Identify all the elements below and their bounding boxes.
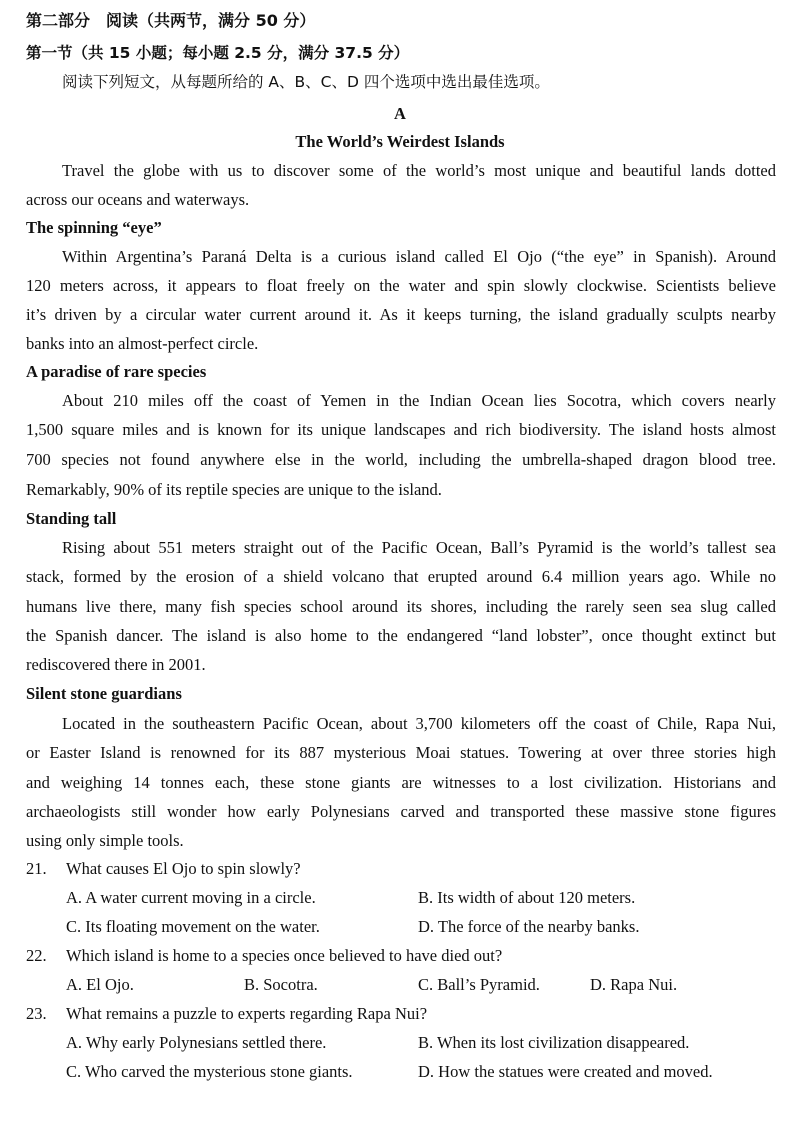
paragraph-line: it’s driven by a circular water current around it. As it keeps turning, the island gradually sculpts nearby <box>26 305 776 324</box>
option-d: D. Rapa Nui. <box>590 975 678 994</box>
paragraph-line: across our oceans and waterways. <box>26 190 250 209</box>
paragraph-line: archaeologists still wonder how early Polynesians carved and transported these massive stone figures <box>26 802 776 821</box>
paragraph-line: banks into an almost-perfect circle. <box>26 334 259 353</box>
section-heading: Standing tall <box>26 509 117 528</box>
section-title: 第一节（共 15 小题；每小题 2.5 分，满分 37.5 分） <box>26 44 410 62</box>
instruction: 阅读下列短文，从每题所给的 A、B、C、D 四个选项中选出最佳选项。 <box>62 73 550 91</box>
option-b: B. Its width of about 120 meters. <box>418 888 636 907</box>
paragraph-line: Travel the globe with us to discover some of the world’s most unique and beautiful lands dotted <box>62 161 776 180</box>
option-d: D. The force of the nearby banks. <box>418 917 640 936</box>
question-number: 21. <box>26 859 47 878</box>
paragraph-line: Rising about 551 meters straight out of the Pacific Ocean, Ball’s Pyramid is the world’s tallest sea <box>62 538 776 557</box>
passage-title: The World’s Weirdest Islands <box>295 132 505 151</box>
paragraph-line: About 210 miles off the coast of Yemen in the Indian Ocean lies Socotra, which covers nearly <box>62 391 776 410</box>
part-title: 第二部分 阅读（共两节，满分 50 分） <box>26 11 316 30</box>
section-heading: The spinning “eye” <box>26 218 162 237</box>
question-text: What causes El Ojo to spin slowly? <box>66 859 301 878</box>
section-heading: A paradise of rare species <box>26 362 207 381</box>
question-text: What remains a puzzle to experts regarding Rapa Nui? <box>66 1004 428 1023</box>
option-c: C. Its floating movement on the water. <box>66 917 320 936</box>
section-heading: Silent stone guardians <box>26 684 182 703</box>
option-a: A. El Ojo. <box>66 975 134 994</box>
paragraph-line: rediscovered there in 2001. <box>26 655 206 674</box>
passage-letter: A <box>394 104 406 123</box>
question-number: 22. <box>26 946 47 965</box>
paragraph-line: Located in the southeastern Pacific Ocean, about 3,700 kilometers off the coast of Chile, Rapa Nui, <box>62 714 776 733</box>
paragraph-line: using only simple tools. <box>26 831 184 850</box>
paragraph-line: 700 species not found anywhere else in the world, including the umbrella-shaped dragon blood tree. <box>26 450 776 469</box>
paragraph-line: Within Argentina’s Paraná Delta is a curious island called El Ojo (“the eye” in Spanish). Around <box>62 247 776 266</box>
option-b: B. When its lost civilization disappeared. <box>418 1033 690 1052</box>
question-text: Which island is home to a species once believed to have died out? <box>66 946 503 965</box>
option-d: D. How the statues were created and moved. <box>418 1062 713 1081</box>
paragraph-line: 1,500 square miles and is known for its unique landscapes and rich biodiversity. The island hosts almost <box>26 420 776 439</box>
paragraph-line: stack, formed by the erosion of a shield volcano that erupted around 6.4 million years ago. While no <box>26 567 776 586</box>
option-b: B. Socotra. <box>244 975 318 994</box>
question-number: 23. <box>26 1004 47 1023</box>
paragraph-line: Remarkably, 90% of its reptile species are unique to the island. <box>26 480 442 499</box>
option-c: C. Ball’s Pyramid. <box>418 975 540 994</box>
paragraph-line: the Spanish dancer. The island is also home to the endangered “land lobster”, once thought extinct but <box>26 626 776 645</box>
paragraph-line: or Easter Island is renowned for its 887 mysterious Moai statues. Towering at over three stories high <box>26 743 776 762</box>
option-a: A. A water current moving in a circle. <box>66 888 316 907</box>
paragraph-line: and weighing 14 tonnes each, these stone giants are witnesses to a lost civilization. Historians and <box>26 773 776 792</box>
option-a: A. Why early Polynesians settled there. <box>66 1033 327 1052</box>
option-c: C. Who carved the mysterious stone giants. <box>66 1062 353 1081</box>
paragraph-line: 120 meters across, it appears to float freely on the water and spin slowly clockwise. Scientists believe <box>26 276 776 295</box>
paragraph-line: humans live there, many fish species school around its shores, including the rarely seen sea slug called <box>26 597 776 616</box>
